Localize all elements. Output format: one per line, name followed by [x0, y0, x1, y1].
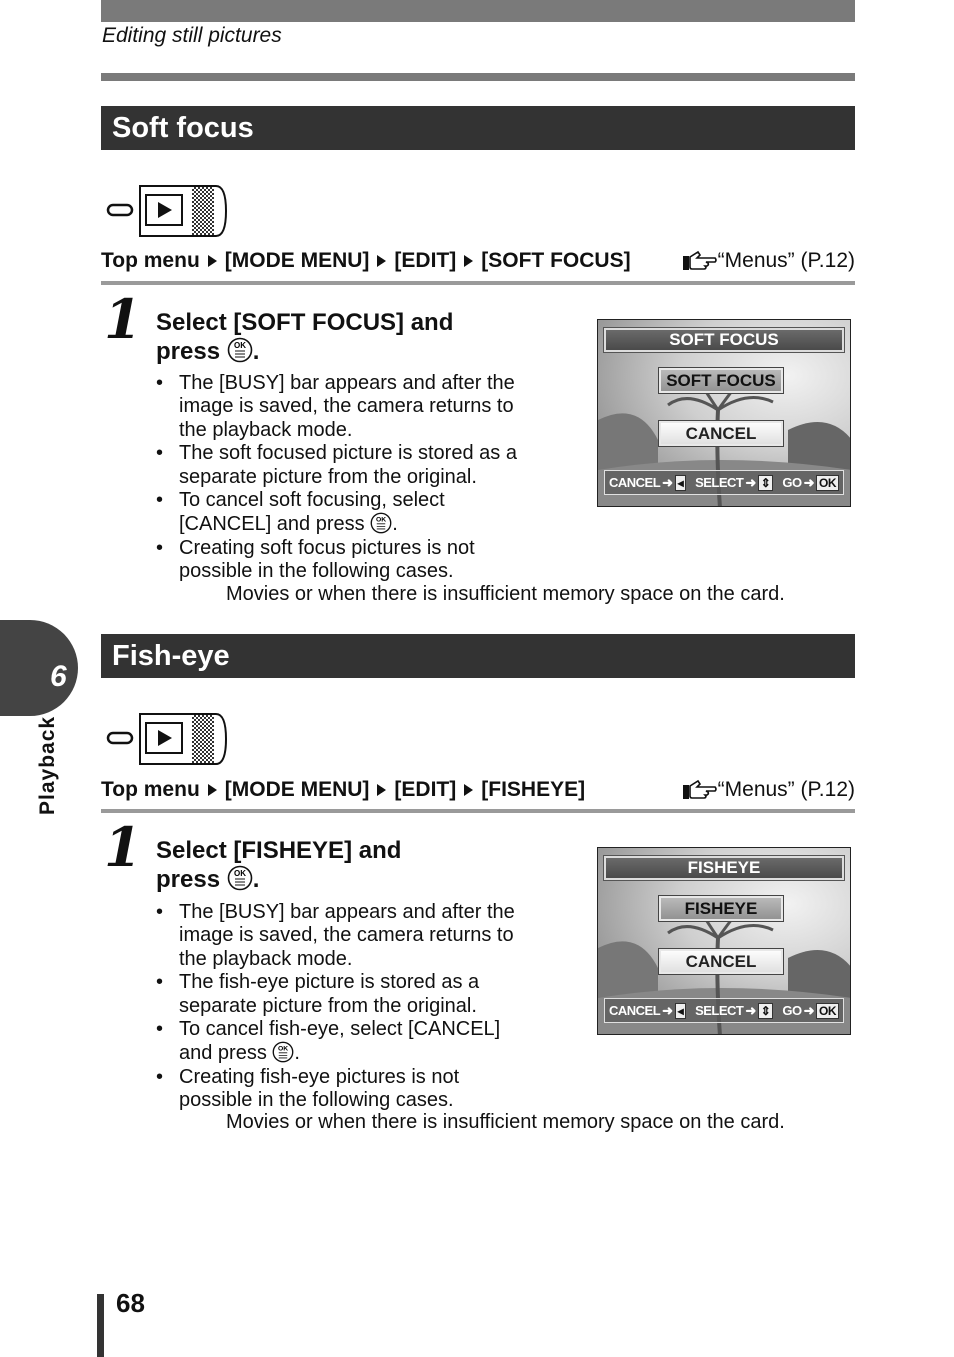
up-down-key-icon: ⇕ [758, 475, 774, 491]
up-down-key-icon: ⇕ [758, 1003, 774, 1019]
screen-title: SOFT FOCUS [604, 328, 844, 352]
section-title-soft-focus: Soft focus [101, 106, 855, 150]
arrow-right-icon: ➜ [745, 1002, 756, 1018]
playback-mode-dial-icon [106, 183, 230, 239]
option-cancel[interactable]: CANCEL [658, 420, 784, 447]
arrow-right-icon: ➜ [803, 1002, 814, 1018]
menus-reference [682, 778, 855, 802]
path-step-top-menu: Top menu [101, 249, 200, 272]
list-item: • Creating fish-eye pictures is not possible in the following cases. [156, 1065, 460, 1112]
svg-text:OK: OK [233, 341, 246, 350]
page-number: 68 [116, 1288, 145, 1318]
list-item: • The soft focused picture is stored as a separate picture from the original. [156, 442, 517, 488]
svg-text:OK: OK [233, 869, 246, 878]
camera-screen-fisheye [597, 847, 851, 1035]
left-key-icon: ◂ [675, 475, 687, 491]
option-cancel[interactable]: CANCEL [658, 948, 784, 975]
menu-path [101, 249, 855, 273]
chapter-label: Playback [36, 715, 59, 815]
header-rule [101, 73, 855, 81]
pointing-hand-icon [682, 250, 718, 272]
arrow-right-icon: ➜ [662, 474, 673, 490]
header-bar [101, 0, 855, 22]
path-step-top-menu: Top menu [101, 778, 200, 801]
instruction-list [156, 901, 546, 1113]
case-text: Movies or when there is insufficient memory space on the card. [226, 1111, 785, 1133]
path-rule [101, 281, 855, 285]
menus-reference [682, 249, 855, 273]
pointing-hand-icon [682, 779, 718, 801]
path-step-soft-focus: [SOFT FOCUS] [481, 249, 631, 272]
playback-mode-dial-icon [106, 711, 230, 767]
step-title [156, 309, 453, 366]
reference-text: “Menus” (P.12) [717, 249, 855, 272]
camera-screen-soft-focus [597, 319, 851, 507]
arrow-right-icon [464, 255, 473, 267]
menu-path [101, 778, 855, 802]
arrow-right-icon [464, 784, 473, 796]
ok-key-icon: OK [816, 475, 839, 491]
arrow-right-icon: ➜ [803, 474, 814, 490]
path-step-edit: [EDIT] [394, 249, 457, 272]
arrow-right-icon [377, 255, 386, 267]
instruction-list [156, 372, 546, 584]
arrow-right-icon [208, 255, 217, 267]
list-item: • Creating soft focus pictures is not possible in the following cases. [156, 536, 475, 583]
arrow-right-icon [377, 784, 386, 796]
step-number: 1 [104, 287, 142, 351]
step-title-line1: Select [FISHEYE] and [156, 837, 402, 864]
list-item: • The [BUSY] bar appears and after the image is saved, the camera returns to the playback mode. [156, 372, 515, 441]
path-step-mode-menu: [MODE MENU] [224, 249, 370, 272]
path-rule [101, 809, 855, 813]
button-guide: CANCEL ➜ ◂ SELECT ➜ ⇕ GO ➜ OK [604, 998, 844, 1023]
list-item: • The [BUSY] bar appears and after the image is saved, the camera returns to the playback mode. [156, 901, 515, 970]
case-text: Movies or when there is insufficient memory space on the card. [226, 583, 785, 605]
ok-key-icon: OK [816, 1003, 839, 1019]
step-number: 1 [104, 815, 142, 879]
step-title [156, 837, 401, 894]
button-guide: CANCEL ➜ ◂ SELECT ➜ ⇕ GO ➜ OK [604, 470, 844, 495]
reference-text: “Menus” (P.12) [717, 778, 855, 801]
page-header-title: Editing still pictures [102, 24, 282, 47]
list-item: • The fish-eye picture is stored as a separate picture from the original. [156, 971, 480, 1017]
option-fisheye[interactable]: FISHEYE [658, 895, 784, 922]
step-title-line1: Select [SOFT FOCUS] and [156, 309, 454, 336]
option-soft-focus[interactable]: SOFT FOCUS [658, 367, 784, 394]
page-number-bar [97, 1294, 104, 1357]
arrow-right-icon: ➜ [662, 1002, 673, 1018]
arrow-right-icon [208, 784, 217, 796]
step-title-line2: press OK . [156, 866, 260, 893]
ok-button-icon [227, 865, 253, 891]
ok-button-icon [227, 337, 253, 363]
svg-text:OK: OK [376, 516, 387, 524]
path-step-fisheye: [FISHEYE] [481, 778, 586, 801]
path-step-mode-menu: [MODE MENU] [224, 778, 370, 801]
chapter-number: 6 [50, 660, 67, 693]
section-title-fish-eye: Fish-eye [101, 634, 855, 678]
screen-title: FISHEYE [604, 856, 844, 880]
svg-text:OK: OK [278, 1045, 289, 1053]
ok-button-icon [272, 1041, 294, 1063]
list-item: • To cancel soft focusing, select [CANCEL] and press OK . [156, 489, 445, 536]
list-item: • To cancel fish-eye, select [CANCEL] and press OK . [156, 1018, 501, 1065]
ok-button-icon [370, 512, 392, 534]
arrow-right-icon: ➜ [745, 474, 756, 490]
step-title-line2: press OK . [156, 338, 260, 365]
left-key-icon: ◂ [675, 1003, 687, 1019]
path-step-edit: [EDIT] [394, 778, 457, 801]
